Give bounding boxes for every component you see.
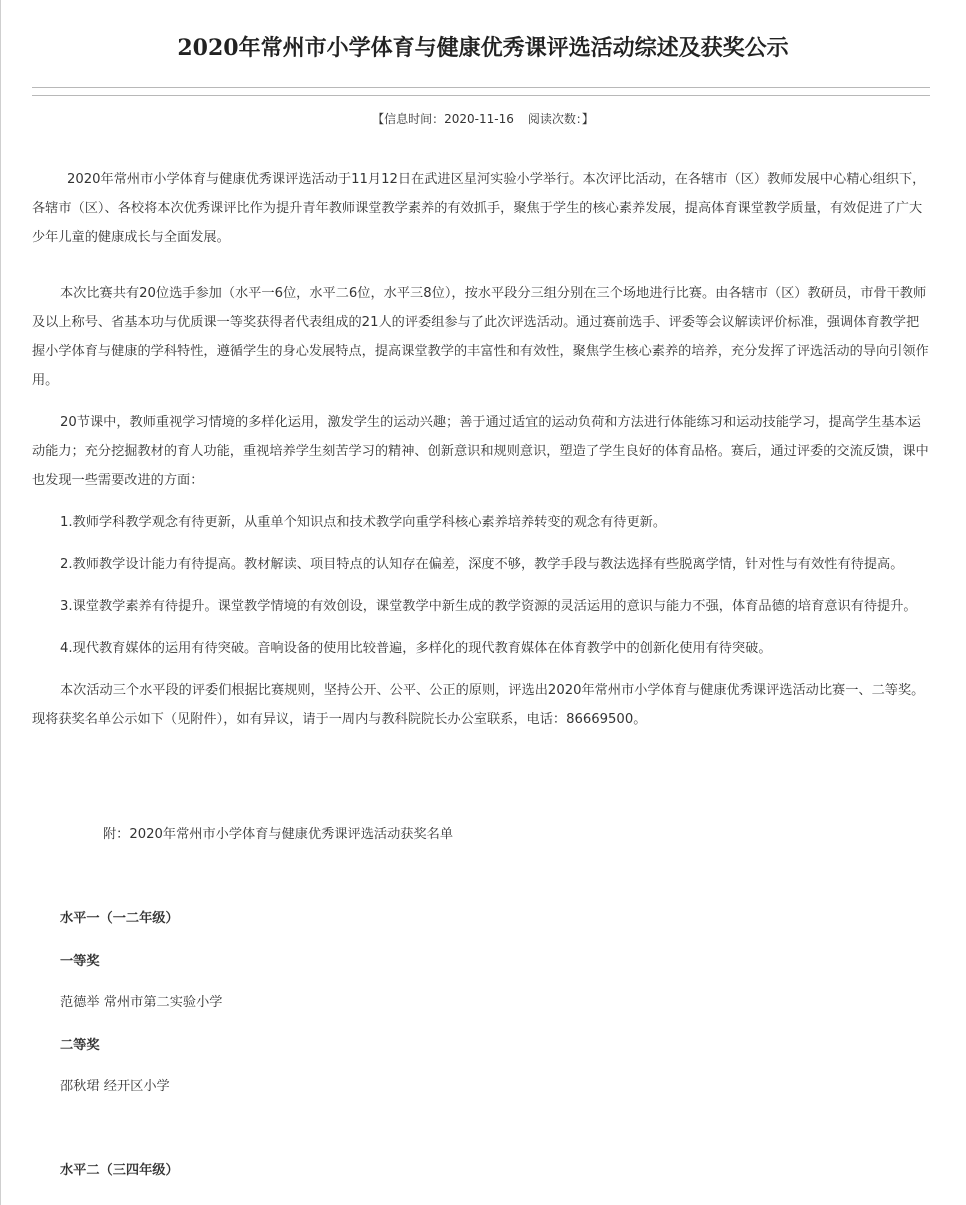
page-left-border [0, 0, 1, 1205]
title-divider-top [32, 87, 930, 88]
article-body [32, 165, 930, 747]
level1-first-prize-label: 一等奖 [60, 954, 100, 969]
level1-second-prize-label: 二等奖 [60, 1038, 100, 1053]
improvement-item-1: 1.教师学科教学观念有待更新，从重单个知识点和技术教学向重学科核心素养培养转变的观念有待更新。 [60, 515, 667, 530]
title-divider-bottom [32, 95, 930, 96]
intro-paragraph: 2020年常州市小学体育与健康优秀课评选活动于11月12日在武进区星河实验小学举行。本次评比活动，在各辖市（区）教师发展中心精心组织下，各辖市（区）、各校将本次优秀课评比作为提升青年教师课堂教学素养的有效抓手，聚焦于学生的核心素养发展，提高体育课堂教学质量，有效促进了广大少年儿童的健康成长与全面发展。 [32, 172, 926, 245]
competition-paragraph: 本次比赛共有20位选手参加（水平一6位，水平二6位，水平三8位），按水平段分三组分别在三个场地进行比赛。由各辖市（区）教研员，市骨干教师及以上称号、省基本功与优质课一等奖获得者代表组成的21人的评委组参与了此次评选活动。通过赛前选手、评委等会议解读评价标准，强调体育教学把握小学体育与健康的学科特性，遵循学生的身心发展特点，提高课堂教学的丰富性和有效性，聚焦学生核心素养的培养，充分发挥了评选活动的导向引领作用。 [32, 286, 929, 388]
level1-second-prize-winner: 邵秋珺 经开区小学 [60, 1079, 170, 1094]
meta-close-bracket: 】 [581, 112, 594, 126]
article-meta [0, 110, 966, 128]
level1-heading: 水平一（一二年级） [60, 911, 179, 926]
publish-time: 【信息时间：2020-11-16 [372, 112, 514, 126]
improvement-item-2: 2.教师教学设计能力有待提高。教材解读、项目特点的认知存在偏差，深度不够，教学手段与教法选择有些脱离学情，针对性与有效性有待提高。 [60, 557, 904, 572]
view-count: 阅读次数： [527, 112, 582, 126]
level1-first-prize-winner: 范德举 常州市第二实验小学 [60, 995, 223, 1010]
improvement-item-4: 4.现代教育媒体的运用有待突破。音响设备的使用比较普遍，多样化的现代教育媒体在体育教学中的创新化使用有待突破。 [60, 641, 772, 656]
level2-heading: 水平二（三四年级） [60, 1163, 179, 1178]
article-title: 2020年常州市小学体育与健康优秀课评选活动综述及获奖公示 [177, 35, 789, 61]
conclusion-paragraph: 本次活动三个水平段的评委们根据比赛规则，坚持公开、公平、公正的原则，评选出2020年常州市小学体育与健康优秀课评选活动比赛一、二等奖。现将获奖名单公示如下（见附件），如有异议，请于一周内与教科院院长办公室联系，电话：86669500。 [32, 683, 925, 727]
lessons-paragraph: 20节课中，教师重视学习情境的多样化运用，激发学生的运动兴趣；善于通过适宜的运动负荷和方法进行体能练习和运动技能学习，提高学生基本运动能力；充分挖掘教材的育人功能，重视培养学生刻苦学习的精神、创新意识和规则意识，塑造了学生良好的体育品格。赛后，通过评委的交流反馈，课中也发现一些需要改进的方面： [32, 415, 929, 488]
improvement-item-3: 3.课堂教学素养有待提升。课堂教学情境的有效创设，课堂教学中新生成的教学资源的灵活运用的意识与能力不强，体育品德的培育意识有待提升。 [60, 599, 917, 614]
attachment-note: 附：2020年常州市小学体育与健康优秀课评选活动获奖名单 [103, 827, 454, 842]
